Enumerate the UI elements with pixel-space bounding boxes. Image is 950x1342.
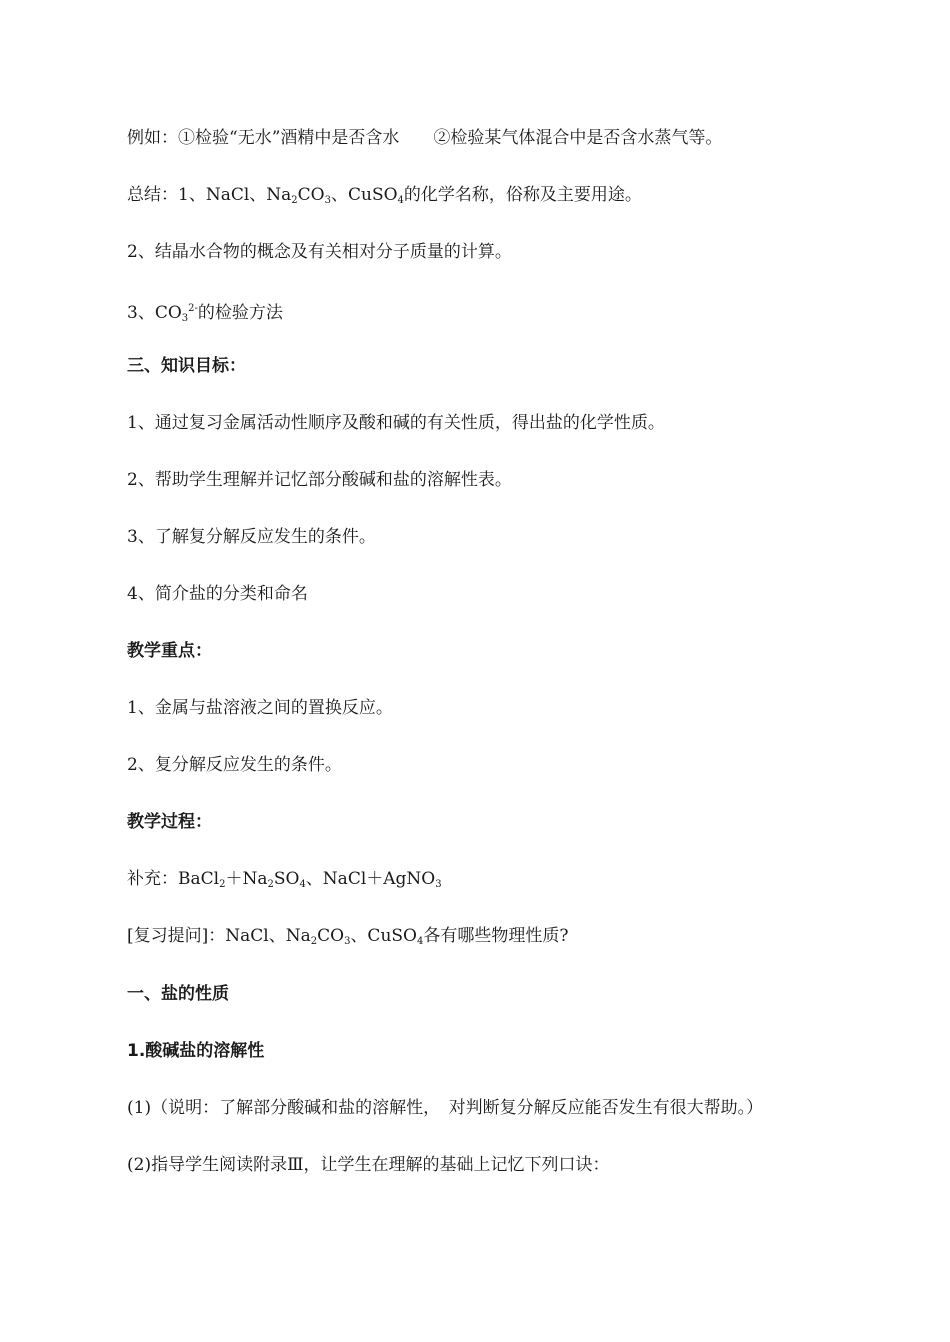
text-segment: 教学重点：	[127, 641, 212, 661]
text-segment: 1、通过复习金属活动性顺序及酸和碱的有关性质，得出盐的化学性质。	[127, 413, 665, 433]
instruction-item-2	[127, 1154, 609, 1176]
subscript: 3	[324, 195, 331, 206]
subscript: 2	[267, 879, 274, 890]
text-segment: 的化学名称，俗称及主要用途。	[403, 185, 642, 205]
section-heading-key-points	[127, 640, 212, 662]
subscript: 2	[291, 195, 298, 206]
subscript: 4	[299, 879, 306, 890]
goal-item-2	[127, 469, 512, 491]
text-segment: (1)（说明：了解部分酸碱和盐的溶解性， 对判断复分解反应能否发生有很大帮助。）	[127, 1098, 764, 1118]
text-segment: CO	[317, 926, 345, 946]
subscript: 2	[310, 936, 318, 947]
text-segment: (2)指导学生阅读附录Ⅲ，让学生在理解的基础上记忆下列口诀：	[127, 1155, 610, 1175]
subscript: 3	[435, 879, 442, 890]
text-segment: 、CuSO	[330, 185, 398, 205]
goal-item-3	[127, 526, 376, 548]
summary-line-2	[127, 241, 512, 263]
text-segment: 4、简介盐的分类和命名	[127, 584, 308, 604]
text-segment: [复习提问]：NaCl、Na	[127, 926, 311, 946]
superscript: 2-	[188, 303, 198, 314]
review-question-line	[127, 925, 568, 953]
subscript: 4	[416, 936, 424, 947]
section-heading-process	[127, 811, 212, 833]
instruction-item-1	[127, 1097, 763, 1119]
text-segment: 三、知识目标：	[127, 356, 246, 376]
text-segment: 2、复分解反应发生的条件。	[127, 755, 342, 775]
key-point-2	[127, 754, 342, 776]
goal-item-4	[127, 583, 308, 605]
key-point-1	[127, 697, 393, 719]
section-heading-knowledge-goals	[127, 355, 246, 377]
text-segment: 3、CO	[127, 303, 182, 323]
text-segment: 各有哪些物理性质?	[423, 926, 569, 946]
text-segment: 2、帮助学生理解并记忆部分酸碱和盐的溶解性表。	[127, 470, 512, 490]
text-segment: 补充：BaCl	[127, 869, 220, 889]
example-line	[127, 127, 722, 149]
text-segment: 2、结晶水合物的概念及有关相对分子质量的计算。	[127, 242, 512, 262]
text-segment: 例如：①检验“无水”酒精中是否含水 ②检验某气体混合中是否含水蒸气等。	[127, 128, 723, 148]
text-segment: 、CuSO	[350, 926, 417, 946]
summary-line-1	[127, 184, 642, 212]
supplement-line	[127, 868, 442, 896]
text-segment: 总结：1、NaCl、Na	[127, 185, 292, 205]
subscript: 3	[344, 936, 351, 947]
subsection-heading-solubility	[127, 1040, 264, 1062]
summary-line-3	[127, 298, 283, 330]
text-segment: 3、了解复分解反应发生的条件。	[127, 527, 376, 547]
text-segment: 的检验方法	[197, 303, 283, 323]
section-heading-salt-properties	[127, 983, 229, 1005]
subscript: 4	[397, 195, 404, 206]
goal-item-1	[127, 412, 665, 434]
text-segment: 一、盐的性质	[127, 984, 229, 1004]
text-segment: 、NaCl＋AgNO	[305, 869, 436, 889]
text-segment: 教学过程：	[127, 812, 212, 832]
subscript: 2	[219, 879, 226, 890]
text-segment: 1.酸碱盐的溶解性	[127, 1041, 265, 1061]
text-segment: 1、金属与盐溶液之间的置换反应。	[127, 698, 393, 718]
subscript: 3	[181, 313, 189, 324]
text-segment: SO	[273, 869, 300, 889]
text-segment: ＋Na	[225, 869, 268, 889]
text-segment: CO	[297, 185, 325, 205]
